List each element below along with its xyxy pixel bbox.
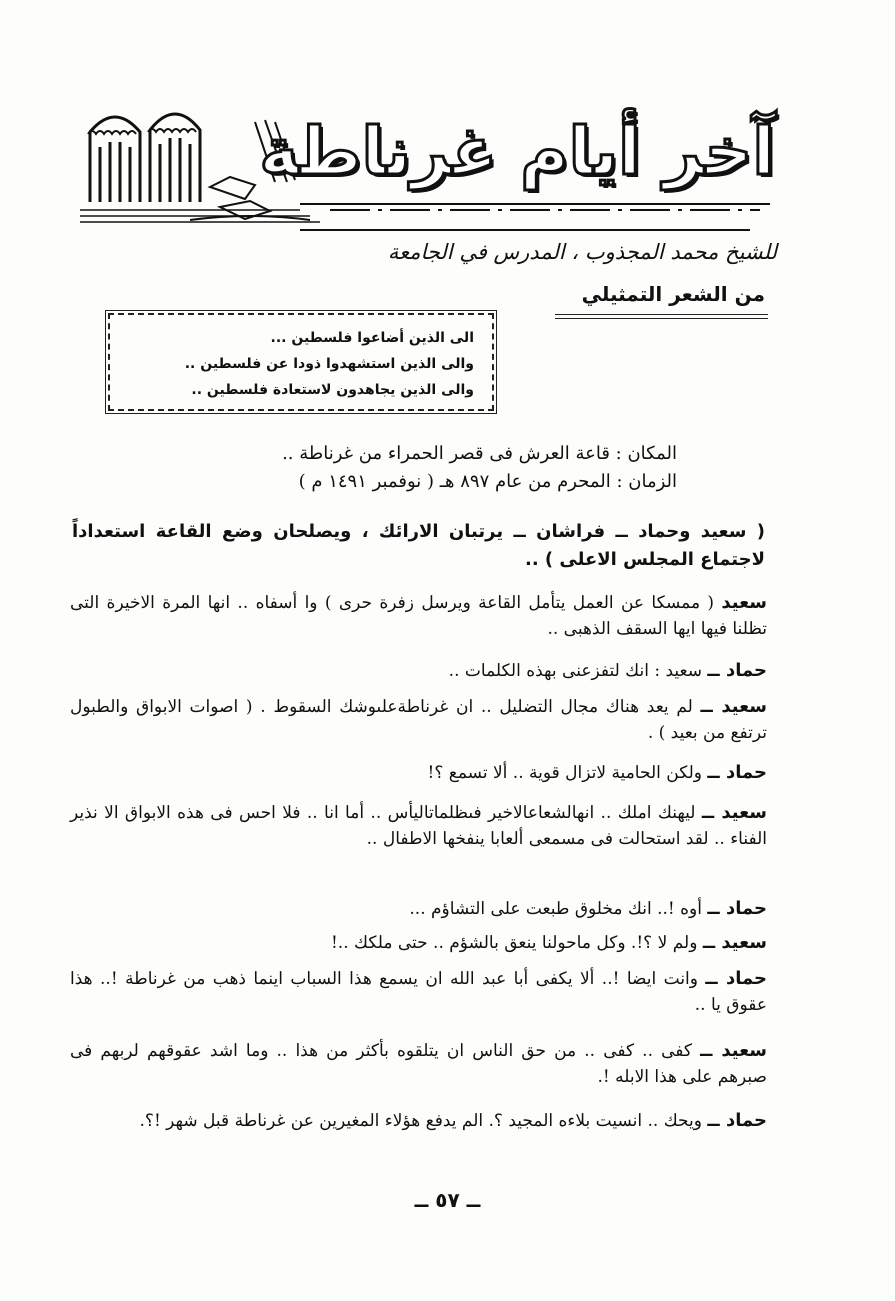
dialogue-line	[70, 930, 767, 956]
dialogue-line	[70, 800, 767, 852]
speaker-name: حماد ــ	[707, 660, 767, 681]
speaker-name: سعيد ــ	[701, 802, 768, 823]
page-title: آخر أيام غرناطة	[259, 113, 775, 190]
speaker-name: سعيد ــ	[700, 1040, 767, 1061]
dialogue-text: ( ممسكا عن العمل يتأمل القاعة ويرسل زفرة حرى ) وا أسفاه .. انها المرة الاخيرة التى تظلنا فيها ايها السقف الذهبى ..	[70, 593, 767, 639]
dedication-line: الى الذين أضاعوا فلسطين ...	[270, 330, 474, 346]
dialogue-line	[70, 1108, 767, 1134]
dialogue-text: كفى .. كفى .. من حق الناس ان يتلقوه بأكثر من هذا .. وما اشد عقوقهم لربهم فى صبرهم على هذا الابله !.	[70, 1041, 767, 1087]
section-title: من الشعر التمثيلي	[581, 282, 765, 306]
dedication-line: والى الذين يجاهدون لاستعادة فلسطين ..	[191, 382, 474, 398]
dialogue-text: ويحك .. انسيت بلاءه المجيد ؟. الم يدفع هؤلاء المغيرين عن غرناطة قبل شهر !؟.	[139, 1111, 702, 1131]
dialogue-line	[70, 590, 767, 642]
speaker-name: حماد ــ	[705, 968, 768, 989]
scene-setting	[282, 440, 677, 496]
section-rule	[555, 314, 768, 315]
setting-place: المكان : قاعة العرش فى قصر الحمراء من غرناطة ..	[282, 443, 677, 464]
stage-direction: ( سعيد وحماد ــ فراشان ــ يرتبان الارائك ، ويصلحان وضع القاعة استعداداً لاجتماع المجلس الاعلى ) ..	[72, 521, 765, 570]
setting-time: الزمان : المحرم من عام ٨٩٧ هـ ( نوفمبر ١٤٩١ م )	[298, 471, 677, 492]
dialogue-line	[70, 1038, 767, 1090]
speaker-name: حماد ــ	[707, 1110, 767, 1131]
speaker-name: سعيد	[721, 592, 768, 613]
dedication-line: والى الذين استشهدوا ذودا عن فلسطين ..	[184, 356, 474, 372]
dialogue-line	[70, 896, 767, 922]
dialogue-line	[70, 658, 767, 684]
dialogue-line	[70, 760, 767, 786]
speaker-name: حماد ــ	[707, 898, 767, 919]
dialogue-text: وانت ايضا !.. ألا يكفى أبا عبد الله ان يسمع هذا السباب اينما ذهب من غرناطة !.. هذا عقوق يا ..	[70, 969, 767, 1015]
dialogue-text: لم يعد هناك مجال التضليل .. ان غرناطةعلىوشك السقوط . ( اصوات الابواق والطبول ترتفع من بعيد ) .	[70, 697, 767, 743]
dialogue-text: أوه !.. انك مخلوق طبعت على التشاؤم ...	[409, 899, 702, 919]
author-byline: للشيخ محمد المجذوب ، المدرس في الجامعة	[387, 240, 777, 264]
speaker-name: حماد ــ	[707, 762, 767, 783]
speaker-name: سعيد ــ	[700, 696, 767, 717]
dialogue-text: ولم لا ؟!. وكل ماحولنا ينعق بالشؤم .. حتى ملكك ..!	[330, 933, 698, 953]
speaker-name: سعيد ــ	[702, 932, 767, 953]
dialogue-text: ولكن الحامية لاتزال قوية .. ألا تسمع ؟!	[427, 763, 702, 783]
dialogue-text: سعيد : انك لتفزعنى بهذه الكلمات ..	[448, 661, 702, 681]
dialogue-line	[70, 694, 767, 746]
page-number: ــ ٥٧ ــ	[414, 1188, 481, 1212]
section-rule	[555, 318, 768, 319]
dedication-box	[108, 313, 494, 411]
dialogue-line	[70, 966, 767, 1018]
dialogue-text: ليهنك املك .. انهالشعاعالاخير فىظلماتاليأس .. أما انا .. فلا احس فى هذه الابواق الا نذير الفناء .. لقد استحالت فى مسمعى ألعابا ينفخها الاطفال ..	[70, 803, 767, 849]
